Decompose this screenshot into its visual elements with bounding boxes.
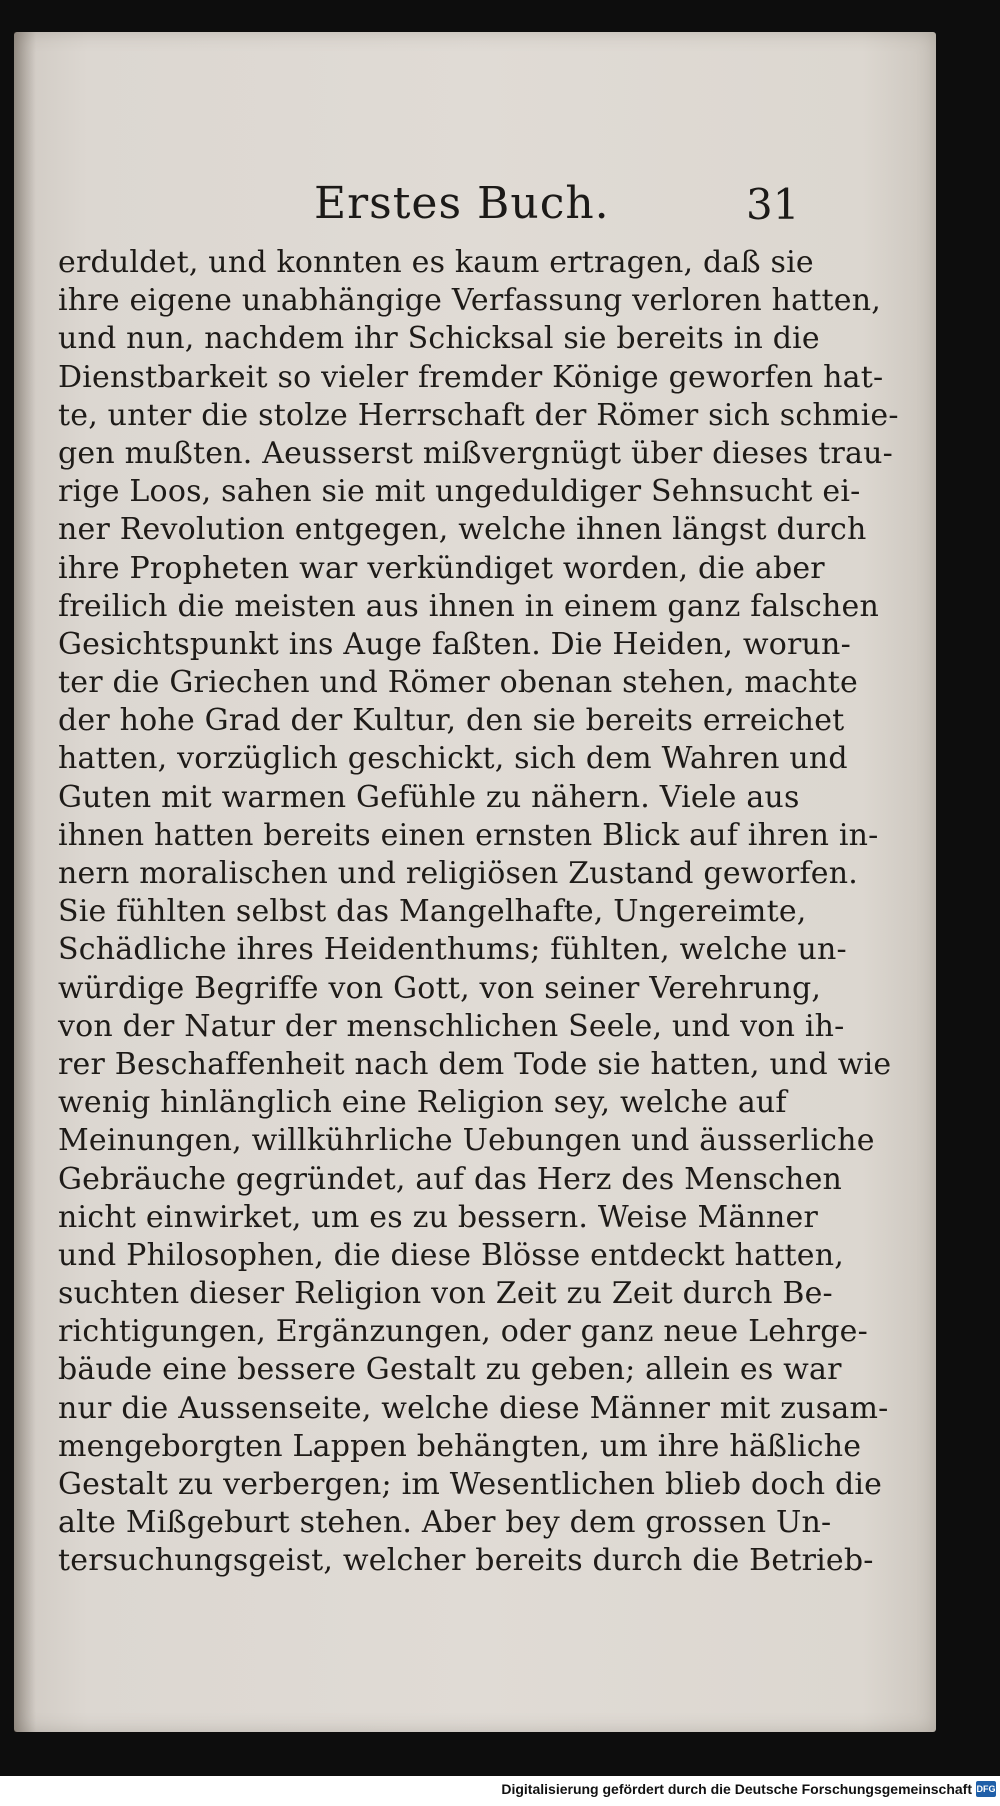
text-line: nicht einwirket, um es zu bessern. Weise Männer [58,1199,819,1235]
text-line: von der Natur der menschlichen Seele, und von ih- [58,1008,845,1044]
running-head: Erstes Buch. [314,178,610,229]
book-page [14,32,936,1732]
text-line: Sie fühlten selbst das Mangelhafte, Ungereimte, [58,894,807,930]
text-line: wenig hinlänglich eine Religion sey, welche auf [58,1085,787,1121]
text-line: alte Mißgeburt stehen. Aber bey dem grossen Un- [58,1505,832,1541]
text-line: erduldet, und konnten es kaum ertragen, daß sie [58,245,814,280]
text-line: Gesichtspunkt ins Auge faßten. Die Heiden, worun- [58,626,851,662]
text-line: und nun, nachdem ihr Schicksal sie bereits in die [58,321,820,357]
text-line: Schädliche ihres Heidenthums; fühlten, welche un- [58,932,847,968]
text-line: tersuchungsgeist, welcher bereits durch die Betrieb- [58,1543,874,1579]
text-line: ner Revolution entgegen, welche ihnen längst durch [58,512,867,548]
text-line: richtigungen, Ergänzungen, oder ganz neue Lehrge- [58,1314,868,1350]
text-line: rige Loos, sahen sie mit ungeduldiger Sehnsucht ei- [58,474,861,510]
text-line: gen mußten. Aeusserst mißvergnügt über dieses trau- [58,435,893,471]
text-line: Dienstbarkeit so vieler fremder Könige geworfen hat- [58,359,884,395]
text-line: freilich die meisten aus ihnen in einem ganz falschen [58,588,879,624]
text-line: rer Beschaffenheit nach dem Tode sie hatten, und wie [58,1046,892,1082]
text-line: mengeborgten Lappen behängten, um ihre häßliche [58,1428,862,1464]
gutter-shadow [14,32,36,1732]
text-line: der hohe Grad der Kultur, den sie bereits erreichet [58,703,845,739]
text-line: nern moralischen und religiösen Zustand geworfen. [58,856,858,891]
funding-credit: Digitalisierung gefördert durch die Deutsche Forschungsgemeinschaft [501,1781,972,1797]
text-line: Guten mit warmen Gefühle zu nähern. Viele aus [58,779,800,815]
text-line: Gebräuche gegründet, auf das Herz des Menschen [58,1161,843,1197]
text-line: Gestalt zu verbergen; im Wesentlichen blieb doch die [58,1467,883,1502]
text-line: ihre eigene unabhängige Verfassung verloren hatten, [58,283,881,319]
text-line: suchten dieser Religion von Zeit zu Zeit durch Be- [58,1276,833,1312]
body-text [58,244,899,1581]
text-line: ihnen hatten bereits einen ernsten Blick auf ihren in- [58,817,879,853]
dfg-logo: DFG [976,1781,996,1797]
text-line: bäude eine bessere Gestalt zu geben; allein es war [58,1352,842,1388]
text-line: ihre Propheten war verkündiget worden, die aber [58,550,825,586]
text-line: hatten, vorzüglich geschickt, sich dem Wahren und [58,741,848,777]
text-line: und Philosophen, die diese Blösse entdeckt hatten, [58,1237,844,1273]
text-line: te, unter die stolze Herrschaft der Römer sich schmie- [58,397,899,433]
text-line: würdige Begriffe von Gott, von seiner Verehrung, [58,970,822,1006]
page-number: 31 [746,180,800,229]
text-line: ter die Griechen und Römer obenan stehen, machte [58,665,858,701]
digitization-footer [0,1776,1000,1806]
page-header [14,172,936,232]
text-line: nur die Aussenseite, welche diese Männer mit zusam- [58,1390,889,1426]
text-line: Meinungen, willkührliche Uebungen und äusserliche [58,1123,875,1159]
